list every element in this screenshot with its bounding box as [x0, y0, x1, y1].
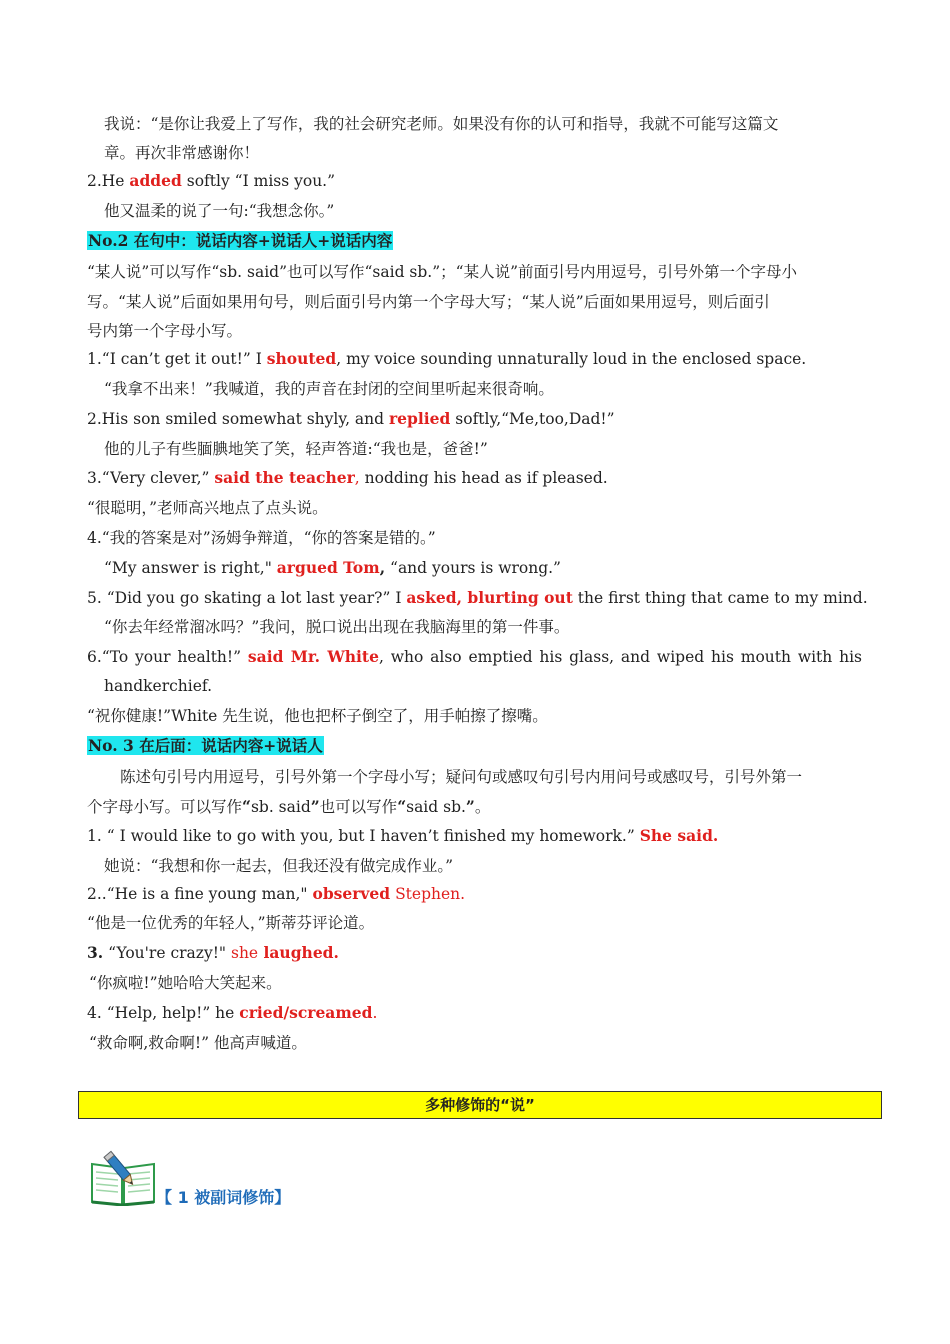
translation-line: “我拿不出来！”我喊道，我的声音在封闭的空间里听起来很奇响。	[104, 380, 554, 398]
example-line: 4. “Help, help!” he cried/screamed.	[87, 1003, 378, 1022]
section-heading-no2: No.2 在句中：说话内容+说话人+说话内容	[88, 231, 393, 250]
example-line: 5. “Did you go skating a lot last year?” I asked, blurting out the first thing that came to my mind.	[87, 588, 868, 607]
example-line: 2.His son smiled somewhat shyly, and replied softly,“Me,too,Dad!”	[87, 409, 615, 428]
translation-line: “你疯啦!”她哈哈大笑起来。	[89, 974, 282, 992]
section-title: 【 1 被副词修饰】	[156, 1188, 291, 1207]
text-line: 我说：“是你让我爱上了写作，我的社会研究老师。如果没有你的认可和指导，我就不可能写这篇文	[104, 115, 779, 133]
rule-text: 个字母小写。可以写作“sb. said”也可以写作“said sb.”。	[87, 797, 491, 816]
rule-text: “某人说”可以写作“sb. said”也可以写作“said sb.”；“某人说”前面引号内用逗号，引号外第一个字母小	[87, 263, 798, 281]
translation-line: 他的儿子有些腼腆地笑了笑，轻声答道:“我也是，爸爸!”	[104, 440, 488, 458]
rule-text: 写。“某人说”后面如果用句号，则后面引号内第一个字母大写；“某人说”后面如果用逗号，则后面引	[87, 293, 770, 311]
example-line: 4.“我的答案是对”汤姆争辩道，“你的答案是错的。”	[87, 529, 436, 547]
book-pencil-icon	[90, 1150, 156, 1206]
text-line: 章。再次非常感谢你！	[104, 144, 260, 162]
highlight-verb: added	[129, 171, 182, 190]
rule-text: 陈述句引号内用逗号，引号外第一个字母小写；疑问句或感叹句引号内用问号或感叹号，引号外第一	[120, 768, 803, 786]
example-line: handkerchief.	[104, 677, 213, 695]
section-heading-no3: No. 3 在后面：说话内容+说话人	[88, 736, 323, 755]
translation-line: “救命啊,救命啊!” 他高声喊道。	[89, 1034, 307, 1052]
translation-line: “你去年经常溜冰吗？”我问，脱口说出出现在我脑海里的第一件事。	[104, 618, 570, 636]
translation-line: 她说：“我想和你一起去，但我还没有做完成作业。”	[104, 857, 454, 875]
example-line: 6.“To your health!” said Mr. White, who also emptied his glass, and wiped his mouth with his	[87, 647, 862, 666]
rule-text: 号内第一个字母小写。	[87, 322, 243, 340]
example-line: 1. “ I would like to go with you, but I haven’t finished my homework.” She said.	[87, 826, 719, 845]
translation-line: 他又温柔的说了一句:“我想念你。”	[104, 202, 335, 220]
example-line: 3. “You're crazy!" she laughed.	[87, 943, 339, 962]
example-line: “My answer is right," argued Tom, “and yours is wrong.”	[104, 558, 561, 577]
translation-line: “祝你健康!”White 先生说，他也把杯子倒空了，用手帕擦了擦嘴。	[87, 707, 548, 725]
example-line: 3.“Very clever,” said the teacher, nodding his head as if pleased.	[87, 468, 608, 487]
translation-line: “他是一位优秀的年轻人，”斯蒂芬评论道。	[87, 914, 375, 932]
translation-line: “很聪明，”老师高兴地点了点头说。	[87, 499, 328, 517]
example-line: 2.He added softly “I miss you.”	[87, 171, 336, 190]
section-banner: 多种修饰的“说”	[78, 1091, 882, 1119]
example-line: 2..“He is a fine young man," observed Stephen.	[87, 884, 466, 903]
example-line: 1.“I can’t get it out!” I shouted, my voice sounding unnaturally loud in the enclosed space.	[87, 349, 807, 368]
